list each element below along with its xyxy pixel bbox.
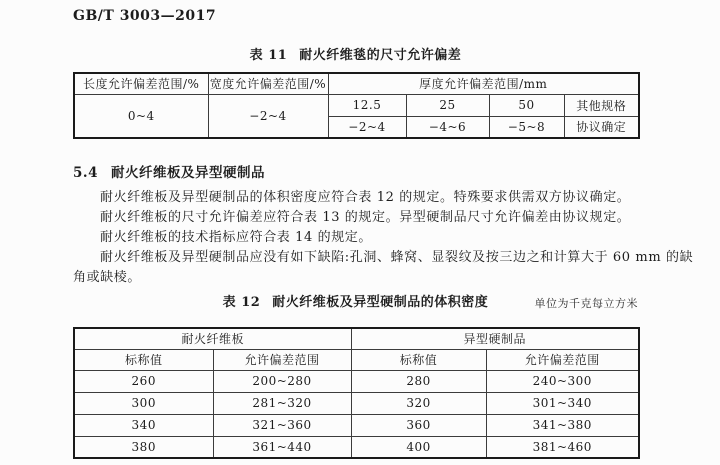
table-row: [74, 392, 639, 414]
t12-cell: 380: [74, 436, 213, 458]
t12-col-header: 标称值: [74, 349, 213, 370]
section-title: 耐火纤维板及异型硬制品: [111, 165, 265, 181]
table-row: [74, 328, 639, 349]
t12-group-header-shaped: 异型硬制品: [351, 328, 639, 349]
t12-col-header: 标称值: [351, 349, 486, 370]
t12-cell: 200~280: [213, 370, 351, 392]
t11-length-header: 长度允许偏差范围/%: [74, 73, 208, 94]
t11-thickness-spec: 12.5: [328, 94, 406, 116]
unit-note: 单位为千克每立方米: [534, 297, 638, 310]
t12-cell: 240~300: [486, 370, 639, 392]
t12-cell: 381~460: [486, 436, 639, 458]
section-heading: [73, 161, 265, 181]
t11-width-value: −2~4: [208, 94, 328, 138]
t12-cell: 340: [74, 414, 213, 436]
t12-cell: 320: [351, 392, 486, 414]
t11-thickness-spec: 50: [489, 94, 564, 116]
t11-length-value: 0~4: [74, 94, 208, 138]
t12-col-header: 允许偏差范围: [213, 349, 351, 370]
t12-cell: 260: [74, 370, 213, 392]
t11-thickness-header: 厚度允许偏差范围/mm: [328, 73, 639, 94]
t11-thickness-spec: 25: [406, 94, 489, 116]
table-row: [74, 73, 639, 94]
t11-thickness-value: −4~6: [406, 116, 489, 138]
table-row: [74, 349, 639, 370]
t12-cell: 361~440: [213, 436, 351, 458]
t12-cell: 400: [351, 436, 486, 458]
t12-cell: 281~320: [213, 392, 351, 414]
t12-cell: 300: [74, 392, 213, 414]
t12-col-header: 允许偏差范围: [486, 349, 639, 370]
t12-cell: 360: [351, 414, 486, 436]
table-row: [74, 414, 639, 436]
paragraph-line: 角或缺棱。: [73, 270, 142, 285]
paragraph-line: 耐火纤维板的技术指标应符合表 14 的规定。: [100, 230, 373, 245]
t11-width-header: 宽度允许偏差范围/%: [208, 73, 328, 94]
table-row: [74, 436, 639, 458]
t12-cell: 321~360: [213, 414, 351, 436]
table12-caption-text: 耐火纤维板及异型硬制品的体积密度: [272, 295, 489, 310]
t12-cell: 301~340: [486, 392, 639, 414]
table-row: [74, 94, 639, 116]
t12-group-header-board: 耐火纤维板: [74, 328, 351, 349]
table11-caption: [73, 44, 638, 63]
t11-thickness-value: −2~4: [328, 116, 406, 138]
paragraph-line: 耐火纤维板及异型硬制品的体积密度应符合表 12 的规定。特殊要求供需双方协议确定。: [100, 190, 631, 205]
blanket-size-tolerance-table: [73, 72, 640, 139]
t11-thickness-value: −5~8: [489, 116, 564, 138]
section-number: 5.4: [73, 165, 98, 181]
paragraph-line: 耐火纤维板及异型硬制品应没有如下缺陷:孔洞、蜂窝、显裂纹及按三边之和计算大于 60 mm 的缺: [100, 250, 694, 265]
t11-thickness-value: 协议确定: [564, 116, 639, 138]
table-row: [74, 370, 639, 392]
table11-caption-text: 耐火纤维毯的尺寸允许偏差: [299, 48, 462, 63]
paragraph-line: 耐火纤维板的尺寸允许偏差应符合表 13 的规定。异型硬制品尺寸允许偏差由协议规定。: [100, 210, 631, 225]
table11-caption-label: 表 11: [249, 48, 288, 63]
density-table: [73, 327, 640, 459]
section-paragraphs: [73, 188, 713, 288]
t12-cell: 280: [351, 370, 486, 392]
table12-caption-label: 表 12: [222, 295, 261, 310]
t11-thickness-spec: 其他规格: [564, 94, 639, 116]
t12-cell: 341~380: [486, 414, 639, 436]
doc-number: GB/T 3003—2017: [73, 8, 217, 24]
